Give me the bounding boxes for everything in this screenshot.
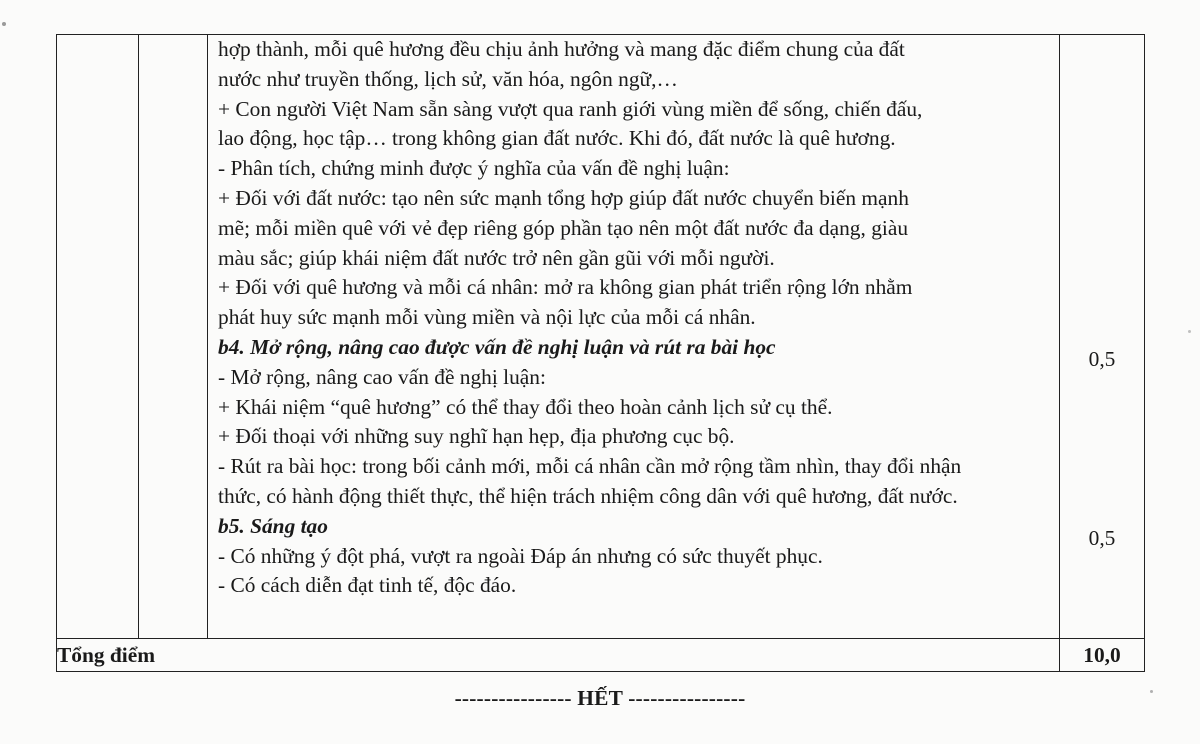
total-value: 10,0	[1060, 639, 1145, 672]
content-line: mẽ; mỗi miền quê với vẻ đẹp riêng góp phần tạo nên một đất nước đa dạng, giàu	[218, 215, 909, 240]
content-line: + Con người Việt Nam sẵn sàng vượt qua ranh giới vùng miền để sống, chiến đấu,	[218, 96, 923, 121]
question-number-cell	[57, 35, 139, 639]
content-line: + Đối thoại với những suy nghĩ hạn hẹp, địa phương cục bộ.	[218, 424, 735, 449]
content-line: - Rút ra bài học: trong bối cảnh mới, mỗi cá nhân cần mở rộng tầm nhìn, thay đổi nhận	[218, 454, 962, 479]
section-heading: b5. Sáng tạo	[218, 513, 328, 538]
content-row	[57, 35, 1145, 639]
total-label: Tổng điểm	[57, 639, 1060, 672]
content-line: màu sắc; giúp khái niệm đất nước trở nên gần gũi với mỗi người.	[218, 245, 775, 270]
content-line: + Khái niệm “quê hương” có thể thay đổi theo hoàn cảnh lịch sử cụ thể.	[218, 394, 833, 419]
scan-speck	[2, 22, 6, 26]
content-line: thức, có hành động thiết thực, thể hiện trách nhiệm công dân với quê hương, đất nước.	[218, 483, 958, 508]
content-line: - Mở rộng, nâng cao vấn đề nghị luận:	[218, 364, 546, 389]
score-cell	[1060, 35, 1145, 639]
scan-speck	[1188, 330, 1191, 333]
content-line: + Đối với đất nước: tạo nên sức mạnh tổng hợp giúp đất nước chuyển biến mạnh	[218, 185, 909, 210]
section-heading: b4. Mở rộng, nâng cao được vấn đề nghị luận và rút ra bài học	[218, 334, 776, 359]
content-line: - Có cách diễn đạt tinh tế, độc đáo.	[218, 573, 517, 598]
total-row	[57, 639, 1145, 672]
content-line: hợp thành, mỗi quê hương đều chịu ảnh hưởng và mang đặc điểm chung của đất	[218, 37, 905, 61]
end-marker: ---------------- HẾT ----------------	[454, 686, 746, 710]
content-line: + Đối với quê hương và mỗi cá nhân: mở ra không gian phát triển rộng lớn nhằm	[218, 275, 913, 300]
answer-content-cell	[208, 35, 1060, 639]
content-line: lao động, học tập… trong không gian đất nước. Khi đó, đất nước là quê hương.	[218, 126, 896, 151]
content-line: - Có những ý đột phá, vượt ra ngoài Đáp án nhưng có sức thuyết phục.	[218, 543, 823, 568]
score-b5: 0,5	[1088, 526, 1116, 550]
section-cell	[139, 35, 208, 639]
answer-lines	[218, 35, 1059, 601]
content-line: nước như truyền thống, lịch sử, văn hóa, ngôn ngữ,…	[218, 66, 678, 91]
content-line: - Phân tích, chứng minh được ý nghĩa của vấn đề nghị luận:	[218, 156, 730, 181]
answer-key-table	[56, 34, 1145, 672]
content-line: phát huy sức mạnh mỗi vùng miền và nội lực của mỗi cá nhân.	[218, 305, 756, 330]
score-b4: 0,5	[1088, 347, 1116, 371]
